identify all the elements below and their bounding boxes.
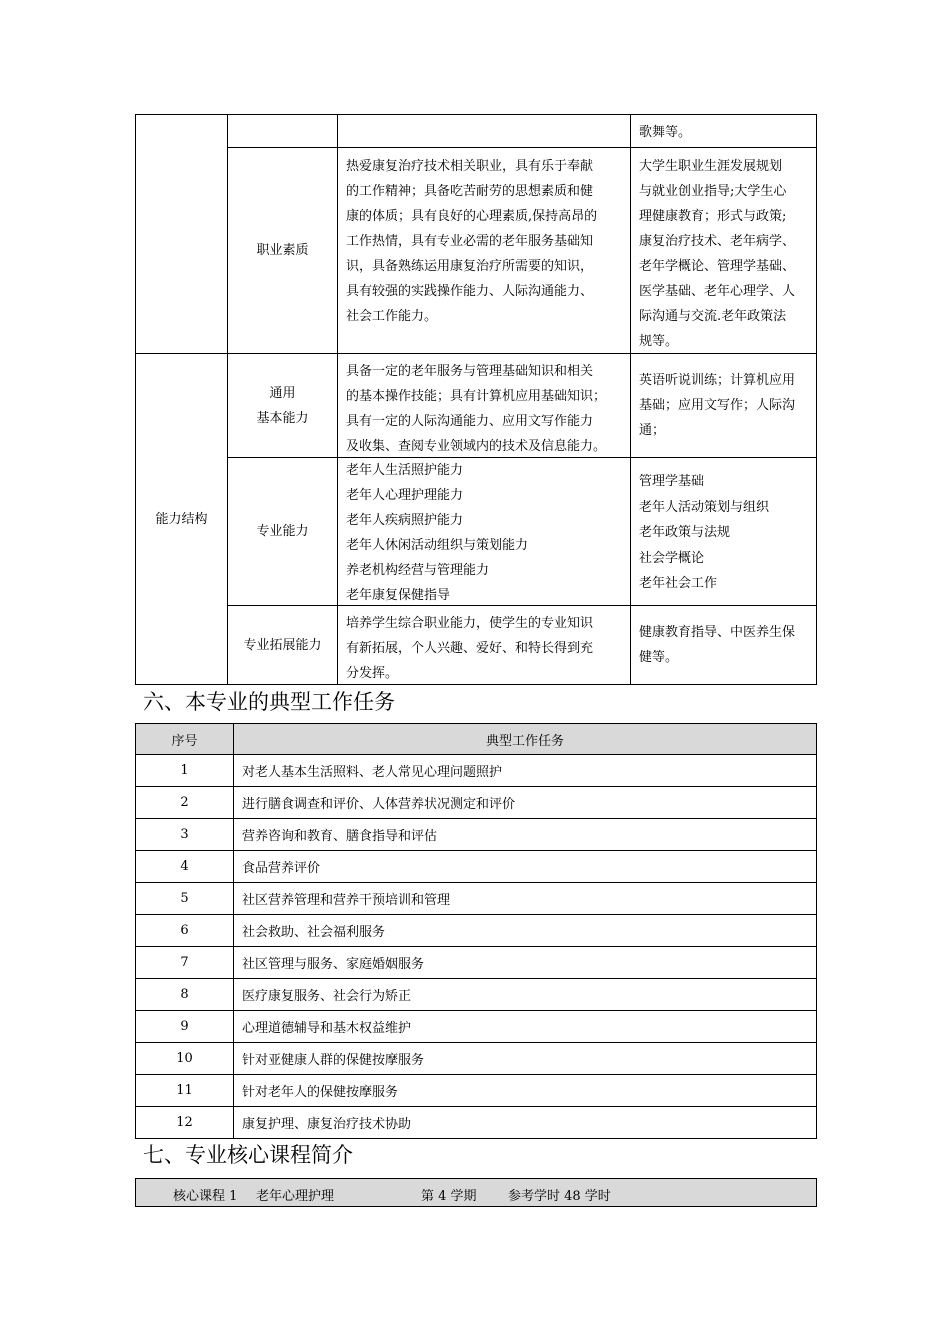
task-no: 4	[136, 851, 234, 883]
table-row	[136, 787, 817, 819]
table-row	[136, 1043, 817, 1075]
core-course-bar	[135, 1178, 817, 1207]
task-text: 食品营养评价	[234, 851, 817, 883]
task-text: 社会救助、社会福利服务	[234, 915, 817, 947]
table-row	[136, 1075, 817, 1107]
table-row	[136, 755, 817, 787]
task-text: 进行膳食调查和评价、人体营养状况测定和评价	[234, 787, 817, 819]
task-no: 6	[136, 915, 234, 947]
task-no: 3	[136, 819, 234, 851]
task-no: 8	[136, 979, 234, 1011]
quality-item-label: 职业素质	[256, 243, 309, 258]
task-no: 9	[136, 1011, 234, 1043]
col-header-no: 序号	[136, 724, 234, 755]
ability-category-label: 能力结构	[155, 511, 208, 527]
task-text: 心理道德辅导和基木权益维护	[234, 1011, 817, 1043]
task-text: 社区营养管理和营养干预培训和管理	[234, 883, 817, 915]
professional-ability-courses: 管理学基础 老年人活动策划与组织 老年政策与法规 社会学概论 老年社会工作	[639, 474, 770, 591]
task-text: 对老人基本生活照料、老人常见心理问题照护	[234, 755, 817, 787]
task-no: 7	[136, 947, 234, 979]
task-no: 1	[136, 755, 234, 787]
task-no: 5	[136, 883, 234, 915]
core-course-semester: 第 4 学期	[421, 1189, 477, 1204]
task-no: 2	[136, 787, 234, 819]
typical-tasks-table	[135, 723, 817, 1139]
table-row	[136, 819, 817, 851]
core-course-hours: 参考学时 48 学时	[508, 1189, 611, 1204]
task-text: 营养咨询和教育、膳食指导和评估	[234, 819, 817, 851]
quality-requirement: 热爱康复治疗技术相关职业，具有乐于奉献 的工作精神；具备吃苦耐劳的思想素质和健 康的体质；具有良好的心理素质,保持高昂的 工作热情，具有专业必需的老年服务基础知 识，具备熟练运用康复治疗所需要的知识， 具有较强的实践操作能力、人际沟通能力、 社会工作能力。	[346, 159, 598, 324]
general-ability-courses: 英语听说训练；计算机应用 基础；应用文写作；人际沟 通；	[639, 373, 796, 438]
general-ability-item: 通用 基本能力	[256, 385, 309, 426]
professional-ability-requirement: 老年人生活照护能力 老年人心理护理能力 老年人疾病照护能力 老年人休闲活动组织与策划能力 养老机构经营与管理能力 老年康复保健指导	[346, 463, 529, 603]
table-row	[136, 1011, 817, 1043]
task-text: 针对老年人的保健按摩服务	[234, 1075, 817, 1107]
task-no: 11	[136, 1075, 234, 1107]
table-row	[136, 915, 817, 947]
col-header-task: 典型工作任务	[234, 724, 817, 755]
section6-heading: 六、本专业的典型工作任务	[143, 690, 395, 714]
table-row	[136, 979, 817, 1011]
core-course-name: 老年心理护理	[256, 1189, 335, 1204]
table-row	[136, 883, 817, 915]
extension-ability-item: 专业拓展能力	[243, 637, 322, 653]
core-course-label: 核心课程 1	[173, 1189, 238, 1204]
task-text: 医疗康复服务、社会行为矫正	[234, 979, 817, 1011]
section7-heading: 七、专业核心课程简介	[143, 1143, 353, 1167]
table-row	[136, 1107, 817, 1139]
table-row	[136, 947, 817, 979]
task-text: 社区管理与服务、家庭婚姻服务	[234, 947, 817, 979]
quality-courses: 大学生职业生涯发展规划 与就业创业指导;大学生心 理健康教育；形式与政策; 康复治疗技术、老年病学、 老年学概论、管理学基础、 医学基础、老年心理学、人 际沟通与交流.老年政策法 规等。	[639, 159, 796, 349]
table-header-row	[136, 724, 817, 755]
extension-ability-requirement: 培养学生综合职业能力，使学生的专业知识 有新拓展，个人兴趣、爱好、和特长得到充 分发挥。	[346, 616, 594, 681]
carryover-courses: 歌舞等。	[639, 125, 692, 140]
task-no: 12	[136, 1107, 234, 1139]
professional-ability-item: 专业能力	[256, 524, 309, 539]
task-text: 针对亚健康人群的保健按摩服务	[234, 1043, 817, 1075]
task-no: 10	[136, 1043, 234, 1075]
extension-ability-courses: 健康教育指导、中医养生保 健等。	[639, 625, 796, 665]
task-text: 康复护理、康复治疗技术协助	[234, 1107, 817, 1139]
table-row	[136, 851, 817, 883]
general-ability-requirement: 具备一定的老年服务与管理基础知识和相关 的基本操作技能；具有计算机应用基础知识； 具有一定的人际沟通能力、应用文写作能力 及收集、查阅专业领域内的技术及信息能力。	[346, 364, 607, 454]
